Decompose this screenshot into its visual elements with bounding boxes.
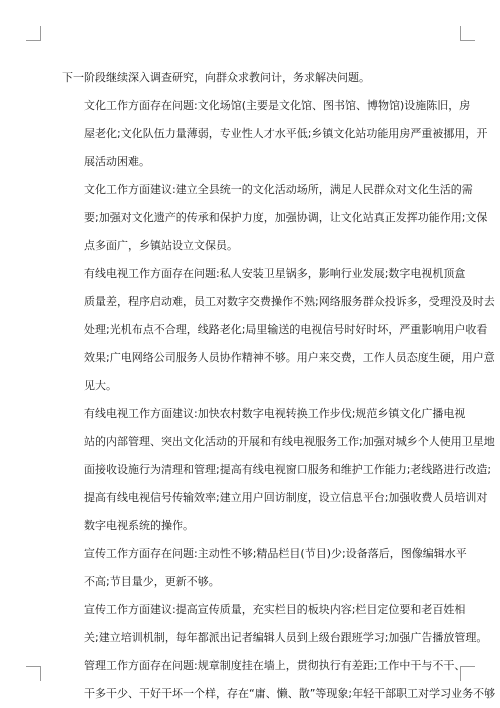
document-body <box>62 64 496 708</box>
crop-mark-top-left <box>26 26 41 41</box>
paragraph <box>62 596 488 652</box>
text-line: 下一阶段继续深入调查研究，向群众求教问计，务求解决问题。 <box>62 71 370 84</box>
text-line: 宣传工作方面存在问题:主动性不够;精品栏目(节目)少;设备落后，图像编辑水平 <box>84 547 467 560</box>
paragraph <box>62 92 488 176</box>
text-line: 干多干少、干好干坏一个样，存在“庸、懒、散”等现象;年轻干部职工对学习业务不够 <box>84 687 496 700</box>
text-line: 关;建立培训机制，每年都派出记者编辑人员到上级台跟班学习;加强广告播放管理。 <box>84 631 488 644</box>
text-line: 展活动困难。 <box>84 155 150 168</box>
text-line: 有线电视工作方面建议:加快农村数字电视转换工作步伐;规范乡镇文化广播电视 <box>84 407 466 420</box>
paragraph <box>62 540 467 596</box>
paragraph <box>62 400 495 540</box>
text-line: 数字电视系统的操作。 <box>84 519 194 532</box>
crop-mark-bottom-left <box>26 666 41 681</box>
text-line: 点多面广，乡镇站设立文保员。 <box>84 239 238 252</box>
paragraph <box>62 176 488 260</box>
crop-mark-top-right <box>460 26 475 41</box>
text-line: 提高有线电视信号传输效率;建立用户回访制度，设立信息平台;加强收费人员培训对 <box>84 491 488 504</box>
text-line: 质量差，程序启动难，员工对数字交费操作不熟;网络服务群众投诉多，受理没及时去 <box>84 295 495 308</box>
text-line: 宣传工作方面建议:提高宣传质量，充实栏目的板块内容;栏目定位要和老百姓相 <box>84 603 466 616</box>
text-line: 效果;广电网络公司服务人员协作精神不够。用户来交费，工作人员态度生硬，用户意 <box>84 351 495 364</box>
paragraph <box>62 260 495 400</box>
paragraph <box>62 652 496 708</box>
paragraph <box>62 64 438 92</box>
text-line: 屋老化;文化队伍力量薄弱，专业性人才水平低;乡镇文化站功能用房严重被挪用，开 <box>84 127 488 140</box>
text-line: 站的内部管理、突出文化活动的开展和有线电视服务工作;加强对城乡个人使用卫星地 <box>84 435 495 448</box>
text-line: 要;加强对文化遗产的传承和保护力度，加强协调，让文化站真正发挥功能作用;文保 <box>84 211 488 224</box>
text-line: 管理工作方面存在问题:规章制度挂在墙上，贯彻执行有差距;工作中干与不干、 <box>84 659 466 672</box>
text-line: 见大。 <box>84 379 117 392</box>
text-line: 不高;节目量少，更新不够。 <box>84 575 220 588</box>
text-line: 面接收设施行为清理和管理;提高有线电视窗口服务和维护工作能力;老线路进行改造; <box>84 463 492 476</box>
text-line: 文化工作方面存在问题:文化场馆(主要是文化馆、图书馆、博物馆)设施陈旧，房 <box>84 99 471 112</box>
text-line: 处理;光机布点不合理，线路老化;局里输送的电视信号时好时坏，严重影响用户收看 <box>84 323 488 336</box>
text-line: 文化工作方面建议:建立全县统一的文化活动场所，满足人民群众对文化生活的需 <box>84 183 473 196</box>
text-line: 有线电视工作方面存在问题:私人安装卫星锅多，影响行业发展;数字电视机顶盒 <box>84 267 466 280</box>
